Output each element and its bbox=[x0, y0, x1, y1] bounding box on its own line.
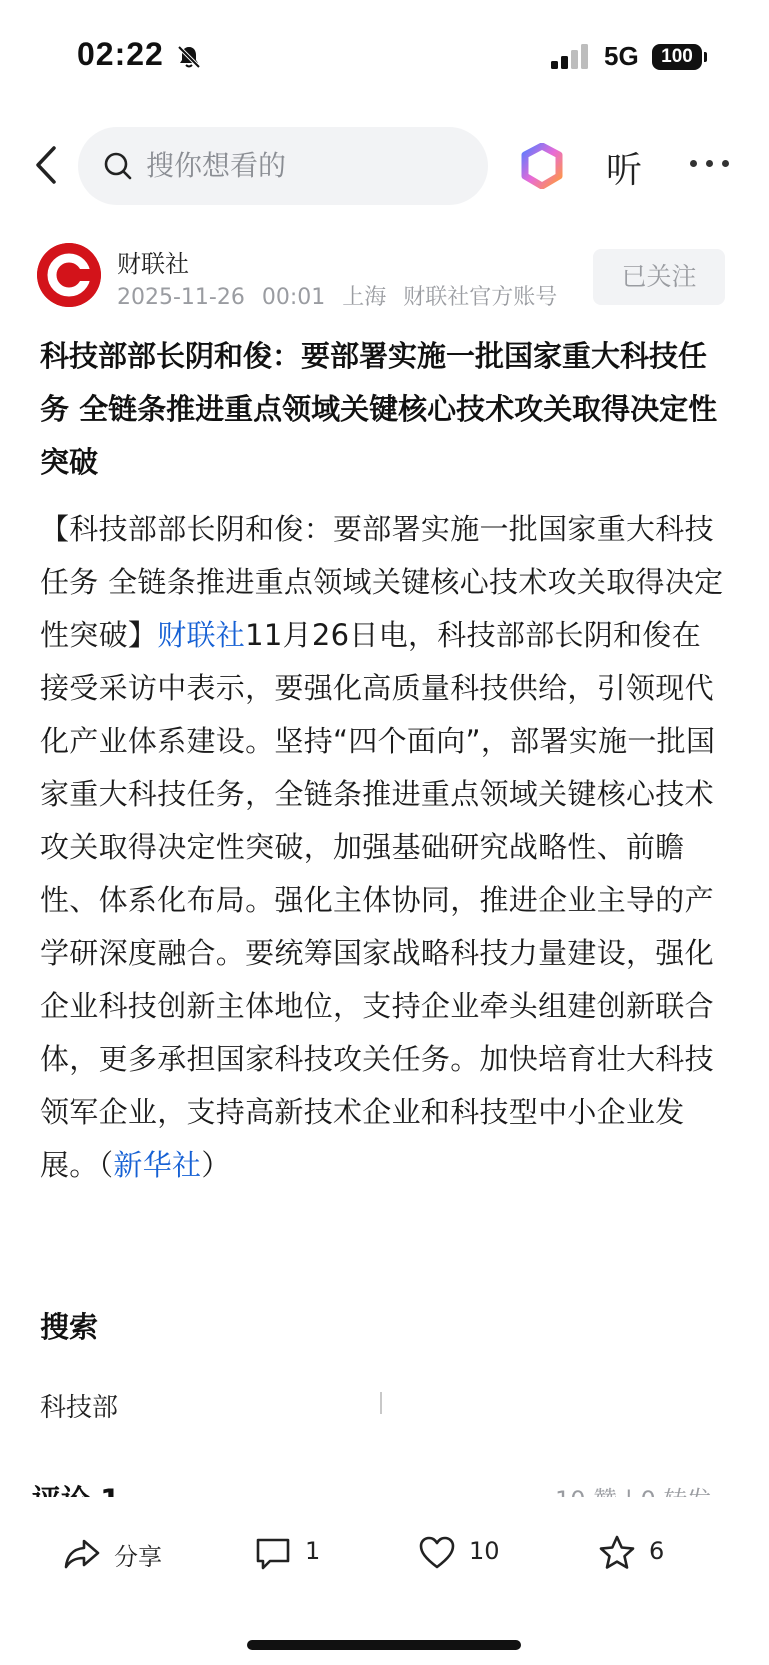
source-link[interactable]: 财联社 bbox=[157, 618, 246, 652]
author-avatar[interactable] bbox=[37, 243, 101, 307]
bottom-action-bar bbox=[0, 1497, 769, 1665]
publish-time: 00:01 bbox=[261, 285, 326, 310]
publish-location: 上海 bbox=[342, 285, 387, 310]
account-type: 财联社官方账号 bbox=[403, 285, 558, 310]
home-indicator[interactable] bbox=[247, 1640, 521, 1650]
search-input[interactable] bbox=[78, 127, 488, 205]
search-section-heading: 搜索 bbox=[40, 1310, 99, 1344]
back-arrow-icon[interactable] bbox=[30, 140, 70, 190]
author-name[interactable]: 财联社 bbox=[117, 250, 189, 278]
comment-count: 1 bbox=[305, 1537, 321, 1565]
source-open-paren: （ bbox=[98, 1148, 114, 1182]
bell-off-icon bbox=[176, 44, 202, 70]
source-close-paren: ） bbox=[201, 1148, 231, 1182]
more-options-icon[interactable] bbox=[688, 156, 732, 176]
share-button[interactable] bbox=[62, 1533, 182, 1577]
star-icon bbox=[597, 1533, 637, 1573]
article-body bbox=[40, 503, 730, 1192]
follow-button[interactable]: 已关注 bbox=[593, 249, 725, 305]
search-icon bbox=[103, 151, 133, 181]
listen-button[interactable]: 听 bbox=[606, 150, 643, 191]
battery-tip bbox=[704, 52, 707, 62]
favorite-button[interactable] bbox=[597, 1533, 687, 1577]
signal-icon bbox=[551, 44, 591, 70]
status-time: 02:22 bbox=[77, 36, 164, 72]
comment-button[interactable] bbox=[253, 1533, 343, 1577]
article-title: 科技部部长阴和俊：要部署实施一批国家重大科技任务 全链条推进重点领域关键核心技术攻关取得决定性突破 bbox=[40, 339, 718, 479]
like-button[interactable] bbox=[417, 1533, 517, 1577]
ai-assistant-icon[interactable] bbox=[519, 143, 565, 189]
agency-link[interactable]: 新华社 bbox=[113, 1148, 202, 1182]
network-type: 5G bbox=[604, 41, 639, 71]
article-main-text: 11月26日电，科技部部长阴和俊在接受采访中表示，要强化高质量科技供给，引领现代化产业体系建设。坚持“四个面向”，部署实施一批国家重大科技任务，全链条推进重点领域关键核心技术攻关取得决定性突破，加强基础研究战略性、前瞻性、体系化布局。强化主体协同，推进企业主导的产学研深度融合。要统筹国家战略科技力量建设，强化企业科技创新主体地位，支持企业牵头组建创新联合体，更多承担国家科技攻关任务。加快培育壮大科技领军企业，支持高新技术企业和科技型中小企业发展。 bbox=[40, 618, 716, 1182]
share-label: 分享 bbox=[114, 1543, 162, 1571]
search-tag[interactable]: 科技部 bbox=[40, 1393, 119, 1423]
publish-date: 2025-11-26 bbox=[117, 285, 245, 310]
like-count: 10 bbox=[469, 1537, 500, 1565]
author-meta bbox=[117, 280, 567, 311]
tag-divider bbox=[380, 1392, 382, 1414]
article-intro: 【科技部部长阴和俊：要部署实施一批国家重大科技任务 全链条推进重点领域关键核心技术攻关取得决定性突破】 bbox=[40, 512, 724, 652]
battery-icon: 100 bbox=[652, 44, 702, 70]
status-bar bbox=[0, 0, 769, 110]
heart-icon bbox=[417, 1533, 457, 1573]
favorite-count: 6 bbox=[649, 1537, 665, 1565]
share-icon bbox=[62, 1533, 102, 1573]
comment-icon bbox=[253, 1533, 293, 1573]
search-placeholder: 搜你想看的 bbox=[146, 149, 287, 182]
